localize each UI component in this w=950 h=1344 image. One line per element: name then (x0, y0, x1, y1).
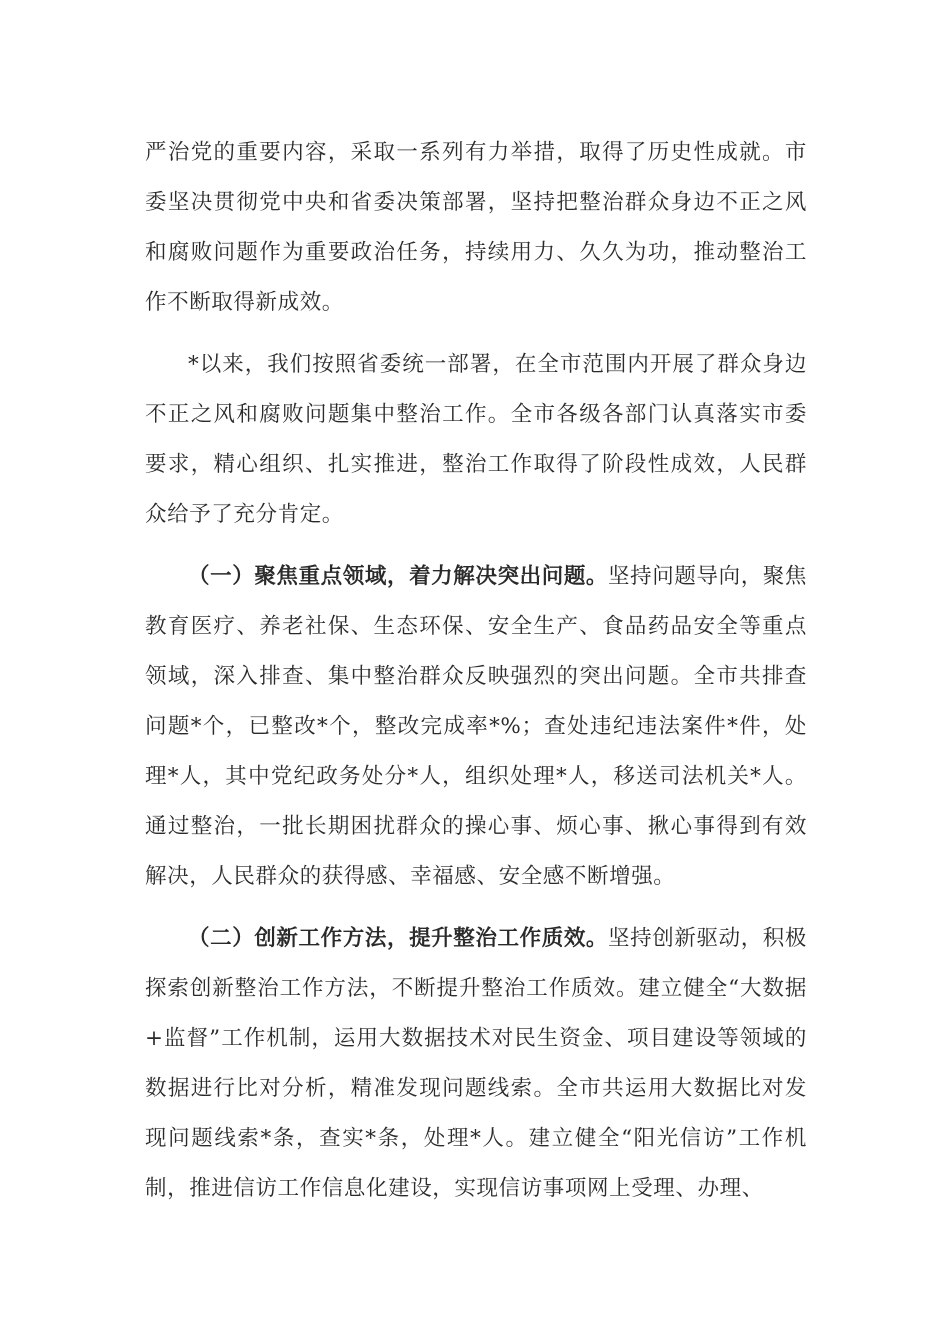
section-heading: （二）创新工作方法，提升整治工作质效。 (188, 926, 609, 951)
paragraph-text: *以来，我们按照省委统一部署，在全市范围内开展了群众身边不正之风和腐败问题集中整治工作。全市各级各部门认真落实市委要求，精心组织、扎实推进，整治工作取得了阶段性成效，人民群众给予了充分肯定。 (145, 352, 807, 527)
section-heading: （一）聚焦重点领域，着力解决突出问题。 (188, 564, 609, 589)
paragraph-text: 严治党的重要内容，采取一系列有力举措，取得了历史性成就。市委坚决贯彻党中央和省委决策部署，坚持把整治群众身边不正之风和腐败问题作为重要政治任务，持续用力、久久为功，推动整治工作不断取得新成效。 (145, 140, 807, 315)
paragraph-continuation (145, 128, 807, 328)
paragraph-text: 坚持问题导向，聚焦教育医疗、养老社保、生态环保、安全生产、食品药品安全等重点领域，深入排查、集中整治群众反映强烈的突出问题。全市共排查问题*个，已整改*个，整改完成率*%；查处违纪违法案件*件，处理*人，其中党纪政务处分*人，组织处理*人，移送司法机关*人。通过整治，一批长期困扰群众的操心事、烦心事、揪心事得到有效解决，人民群众的获得感、幸福感、安全感不断增强。 (145, 564, 808, 889)
paragraph-intro (145, 340, 807, 540)
paragraph-section-2 (145, 914, 807, 1214)
paragraph-section-1 (145, 552, 807, 902)
paragraph-text: 坚持创新驱动，积极探索创新整治工作方法，不断提升整治工作质效。建立健全“大数据+监督”工作机制，运用大数据技术对民生资金、项目建设等领域的数据进行比对分析，精准发现问题线索。全市共运用大数据比对发现问题线索*条，查实*条，处理*人。建立健全“阳光信访”工作机制，推进信访工作信息化建设，实现信访事项网上受理、办理、 (145, 926, 808, 1201)
document-body (145, 128, 807, 1214)
